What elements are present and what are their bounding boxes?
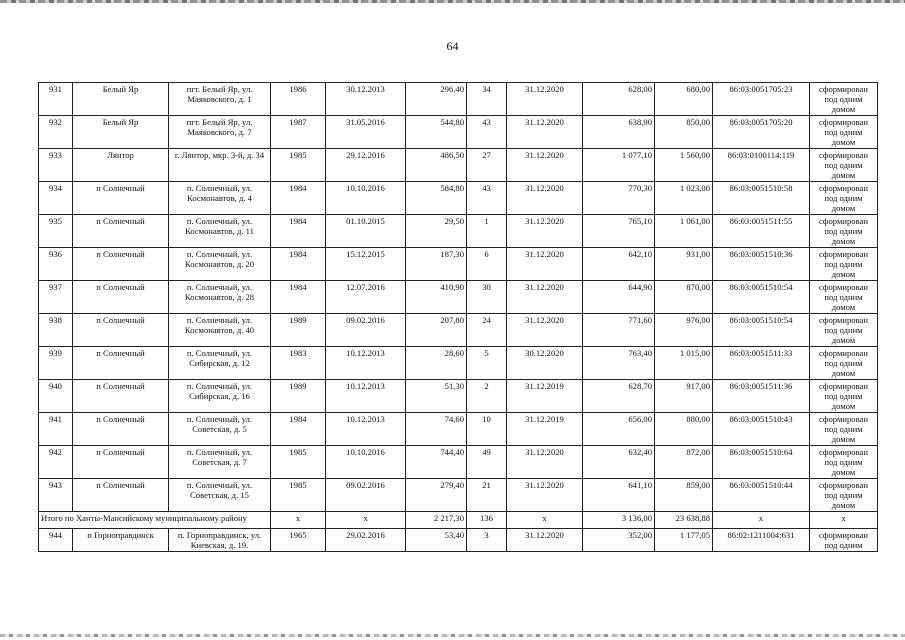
cell-status: сформирован под одним домом <box>810 116 878 149</box>
cell-residents: 49 <box>467 446 507 479</box>
cell-settlement: п Солнечный <box>73 281 169 314</box>
cell-settlement: п Горноправдинск <box>73 529 169 552</box>
cell-cadastral: 86:03:0051511:55 <box>713 215 810 248</box>
cell-status: сформирован под одним домом <box>810 215 878 248</box>
cell-date: 10.10.2016 <box>326 182 406 215</box>
table-row <box>39 380 878 413</box>
total-year: х <box>271 512 326 529</box>
total-cadastral: х <box>713 512 810 529</box>
cell-area: 296,40 <box>406 83 467 116</box>
cell-settlement: Белый Яр <box>73 116 169 149</box>
cell-date: 09.02.2016 <box>326 479 406 512</box>
cell-address: п. Солнечный, ул. Советская, д. 15 <box>169 479 271 512</box>
cell-area: 207,80 <box>406 314 467 347</box>
cell-date: 31.05.2016 <box>326 116 406 149</box>
cell-area: 279,40 <box>406 479 467 512</box>
total-label: Итого по Ханты-Мансийскому муниципальному району <box>39 512 271 529</box>
cell-year: 1989 <box>271 314 326 347</box>
cell-address: пгт. Белый Яр, ул. Маяковского, д. 1 <box>169 83 271 116</box>
cell-area: 744,40 <box>406 446 467 479</box>
cell-val2: 850,00 <box>655 116 713 149</box>
cell-cadastral: 86:03:0051510:58 <box>713 182 810 215</box>
cell-cadastral: 86:03:0051510:44 <box>713 479 810 512</box>
cell-area: 53,40 <box>406 529 467 552</box>
cell-plan-date: 31.12.2020 <box>507 116 583 149</box>
cell-area: 51,30 <box>406 380 467 413</box>
cell-status: сформирован под одним домом <box>810 182 878 215</box>
cell-val1: 770,30 <box>583 182 655 215</box>
table-row <box>39 215 878 248</box>
cell-address: п. Солнечный, ул. Космонавтов, д. 40 <box>169 314 271 347</box>
cell-settlement: п Солнечный <box>73 413 169 446</box>
cell-num: 935 <box>39 215 73 248</box>
cell-val1: 641,10 <box>583 479 655 512</box>
cell-cadastral: 86:03:0051510:54 <box>713 314 810 347</box>
cell-year: 1984 <box>271 215 326 248</box>
cell-address: г. Лянтор, мкр. 3-й, д. 34 <box>169 149 271 182</box>
cell-year: 1989 <box>271 380 326 413</box>
cell-num: 944 <box>39 529 73 552</box>
scan-bottom-edge <box>0 634 905 637</box>
cell-val2: 931,00 <box>655 248 713 281</box>
cell-val2: 1 015,00 <box>655 347 713 380</box>
cell-year: 1965 <box>271 529 326 552</box>
cell-year: 1987 <box>271 116 326 149</box>
cell-residents: 43 <box>467 116 507 149</box>
table-row <box>39 529 878 552</box>
cell-cadastral: 86:03:0051510:54 <box>713 281 810 314</box>
cell-plan-date: 31.12.2019 <box>507 380 583 413</box>
cell-cadastral: 86:03:0051511:33 <box>713 347 810 380</box>
cell-num: 934 <box>39 182 73 215</box>
cell-residents: 43 <box>467 182 507 215</box>
table-row <box>39 281 878 314</box>
total-area: 2 217,30 <box>406 512 467 529</box>
cell-val1: 628,70 <box>583 380 655 413</box>
cell-settlement: Белый Яр <box>73 83 169 116</box>
cell-residents: 27 <box>467 149 507 182</box>
table-row <box>39 83 878 116</box>
cell-cadastral: 86:03:0051705:23 <box>713 83 810 116</box>
cell-date: 29.02.2016 <box>326 529 406 552</box>
cell-num: 940 <box>39 380 73 413</box>
cell-plan-date: 30.12.2020 <box>507 347 583 380</box>
cell-plan-date: 31.12.2020 <box>507 83 583 116</box>
cell-address: п. Солнечный, ул. Советская, д. 7 <box>169 446 271 479</box>
cell-num: 931 <box>39 83 73 116</box>
cell-cadastral: 86:03:0051705:20 <box>713 116 810 149</box>
cell-plan-date: 31.12.2020 <box>507 446 583 479</box>
cell-num: 937 <box>39 281 73 314</box>
cell-status: сформирован под одним домом <box>810 446 878 479</box>
cell-residents: 24 <box>467 314 507 347</box>
cell-plan-date: 31.12.2019 <box>507 413 583 446</box>
cell-val1: 644,90 <box>583 281 655 314</box>
cell-area: 187,30 <box>406 248 467 281</box>
cell-residents: 34 <box>467 83 507 116</box>
cell-num: 943 <box>39 479 73 512</box>
cell-settlement: п Солнечный <box>73 182 169 215</box>
cell-status: сформирован под одним домом <box>810 248 878 281</box>
cell-date: 10.12.2013 <box>326 413 406 446</box>
cell-val2: 872,00 <box>655 446 713 479</box>
cell-settlement: п Солнечный <box>73 215 169 248</box>
cell-num: 941 <box>39 413 73 446</box>
table-row <box>39 314 878 347</box>
cell-address: п. Солнечный, ул. Космонавтов, д. 28 <box>169 281 271 314</box>
cell-plan-date: 31.12.2020 <box>507 182 583 215</box>
cell-address: п. Солнечный, ул. Космонавтов, д. 11 <box>169 215 271 248</box>
cell-year: 1984 <box>271 182 326 215</box>
cell-val2: 880,00 <box>655 413 713 446</box>
registry-body <box>39 83 878 552</box>
cell-area: 28,60 <box>406 347 467 380</box>
total-date: х <box>326 512 406 529</box>
cell-num: 939 <box>39 347 73 380</box>
cell-status: сформирован под одним домом <box>810 479 878 512</box>
cell-plan-date: 31.12.2020 <box>507 529 583 552</box>
cell-val1: 632,40 <box>583 446 655 479</box>
cell-date: 29.12.2016 <box>326 149 406 182</box>
cell-val2: 1 177,05 <box>655 529 713 552</box>
cell-cadastral: 86:03:0051510:64 <box>713 446 810 479</box>
table-row <box>39 446 878 479</box>
cell-val1: 771,60 <box>583 314 655 347</box>
table-row <box>39 413 878 446</box>
cell-address: п. Солнечный, ул. Космонавтов, д. 4 <box>169 182 271 215</box>
cell-status: сформирован под одним домом <box>810 281 878 314</box>
cell-status: сформирован под одним <box>810 529 878 552</box>
cell-status: сформирован под одним домом <box>810 314 878 347</box>
cell-status: сформирован под одним домом <box>810 380 878 413</box>
cell-num: 942 <box>39 446 73 479</box>
cell-plan-date: 31.12.2020 <box>507 314 583 347</box>
cell-residents: 3 <box>467 529 507 552</box>
cell-year: 1984 <box>271 413 326 446</box>
cell-plan-date: 31.12.2020 <box>507 149 583 182</box>
registry-table <box>38 82 878 552</box>
table-row <box>39 347 878 380</box>
cell-residents: 10 <box>467 413 507 446</box>
cell-val2: 1 023,00 <box>655 182 713 215</box>
total-val1: 3 136,00 <box>583 512 655 529</box>
table-row <box>39 248 878 281</box>
cell-num: 933 <box>39 149 73 182</box>
cell-date: 10.12.2013 <box>326 380 406 413</box>
cell-date: 09.02.2016 <box>326 314 406 347</box>
cell-cadastral: 86:03:0051510:36 <box>713 248 810 281</box>
cell-val2: 859,00 <box>655 479 713 512</box>
cell-date: 30.12.2013 <box>326 83 406 116</box>
cell-val1: 638,90 <box>583 116 655 149</box>
cell-val2: 1 061,00 <box>655 215 713 248</box>
cell-plan-date: 31.12.2020 <box>507 281 583 314</box>
cell-address: п. Горноправдинск, ул. Киевская, д. 19. <box>169 529 271 552</box>
cell-val1: 628,00 <box>583 83 655 116</box>
scan-top-edge <box>0 0 905 3</box>
cell-settlement: п Солнечный <box>73 479 169 512</box>
cell-date: 01.10.2015 <box>326 215 406 248</box>
cell-area: 29,50 <box>406 215 467 248</box>
cell-area: 584,80 <box>406 182 467 215</box>
cell-val2: 976,00 <box>655 314 713 347</box>
cell-settlement: п Солнечный <box>73 248 169 281</box>
cell-val2: 1 560,00 <box>655 149 713 182</box>
cell-num: 936 <box>39 248 73 281</box>
cell-year: 1985 <box>271 479 326 512</box>
cell-date: 15.12.2015 <box>326 248 406 281</box>
table-row <box>39 116 878 149</box>
cell-num: 938 <box>39 314 73 347</box>
cell-settlement: п Солнечный <box>73 314 169 347</box>
cell-year: 1985 <box>271 446 326 479</box>
cell-residents: 5 <box>467 347 507 380</box>
cell-status: сформирован под одним домом <box>810 347 878 380</box>
cell-year: 1984 <box>271 248 326 281</box>
cell-status: сформирован под одним домом <box>810 149 878 182</box>
total-status: х <box>810 512 878 529</box>
total-plan-date: х <box>507 512 583 529</box>
table-row <box>39 182 878 215</box>
cell-date: 10.12.2013 <box>326 347 406 380</box>
total-residents: 136 <box>467 512 507 529</box>
total-row <box>39 512 878 529</box>
cell-cadastral: 86:02:1211004:631 <box>713 529 810 552</box>
cell-address: п. Солнечный, ул. Сибирская, д. 16 <box>169 380 271 413</box>
cell-residents: 2 <box>467 380 507 413</box>
cell-residents: 1 <box>467 215 507 248</box>
cell-area: 544,80 <box>406 116 467 149</box>
cell-val1: 1 077,10 <box>583 149 655 182</box>
cell-plan-date: 31.12.2020 <box>507 248 583 281</box>
cell-cadastral: 86:03:0100114:119 <box>713 149 810 182</box>
cell-date: 10.10.2016 <box>326 446 406 479</box>
cell-val1: 642,10 <box>583 248 655 281</box>
cell-plan-date: 31.12.2020 <box>507 479 583 512</box>
cell-val2: 870,00 <box>655 281 713 314</box>
total-val2: 23 638,88 <box>655 512 713 529</box>
cell-year: 1984 <box>271 281 326 314</box>
cell-val1: 765,10 <box>583 215 655 248</box>
cell-address: пгт. Белый Яр, ул. Маяковского, д. 7 <box>169 116 271 149</box>
cell-cadastral: 86:03:0051510:43 <box>713 413 810 446</box>
cell-residents: 6 <box>467 248 507 281</box>
cell-val2: 917,00 <box>655 380 713 413</box>
cell-settlement: п Солнечный <box>73 380 169 413</box>
cell-residents: 30 <box>467 281 507 314</box>
cell-date: 12.07.2016 <box>326 281 406 314</box>
cell-residents: 21 <box>467 479 507 512</box>
cell-area: 410,90 <box>406 281 467 314</box>
cell-year: 1983 <box>271 347 326 380</box>
cell-val1: 763,40 <box>583 347 655 380</box>
cell-address: п. Солнечный, ул. Сибирская, д. 12 <box>169 347 271 380</box>
cell-settlement: Лянтор <box>73 149 169 182</box>
cell-status: сформирован под одним домом <box>810 83 878 116</box>
cell-address: п. Солнечный, ул. Советская, д. 5 <box>169 413 271 446</box>
table-row <box>39 149 878 182</box>
cell-cadastral: 86:03:0051511:36 <box>713 380 810 413</box>
cell-year: 1985 <box>271 149 326 182</box>
cell-address: п. Солнечный, ул. Космонавтов, д. 20 <box>169 248 271 281</box>
cell-num: 932 <box>39 116 73 149</box>
page-number: 64 <box>446 39 459 53</box>
cell-settlement: п Солнечный <box>73 347 169 380</box>
cell-val1: 352,00 <box>583 529 655 552</box>
table-row <box>39 479 878 512</box>
cell-val2: 680,00 <box>655 83 713 116</box>
cell-settlement: п Солнечный <box>73 446 169 479</box>
cell-val1: 656,00 <box>583 413 655 446</box>
cell-status: сформирован под одним домом <box>810 413 878 446</box>
cell-year: 1986 <box>271 83 326 116</box>
cell-area: 74,60 <box>406 413 467 446</box>
cell-area: 486,50 <box>406 149 467 182</box>
cell-plan-date: 31.12.2020 <box>507 215 583 248</box>
